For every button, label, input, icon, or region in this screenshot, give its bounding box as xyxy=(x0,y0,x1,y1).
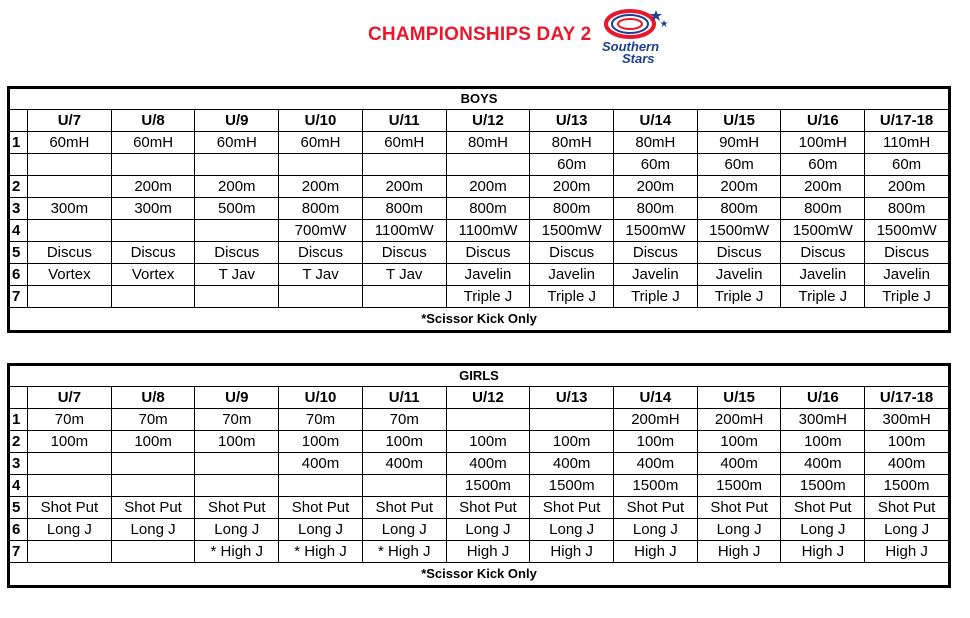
event-cell: 1100mW xyxy=(362,220,446,242)
event-cell: 70m xyxy=(195,409,279,431)
row-number: 5 xyxy=(10,242,28,264)
event-cell: 1500m xyxy=(530,475,614,497)
boys-section-title: BOYS xyxy=(10,89,949,110)
event-cell: 300m xyxy=(111,198,195,220)
event-cell xyxy=(28,154,112,176)
boys-header-row xyxy=(10,110,949,132)
event-cell: 200mH xyxy=(614,409,698,431)
event-cell: Shot Put xyxy=(446,497,530,519)
table-row xyxy=(10,242,949,264)
event-cell: 90mH xyxy=(697,132,781,154)
event-cell xyxy=(362,286,446,308)
boys-footnote: *Scissor Kick Only xyxy=(10,308,949,331)
event-cell: 100mH xyxy=(781,132,865,154)
row-number: 3 xyxy=(10,453,28,475)
event-cell: Long J xyxy=(530,519,614,541)
event-cell: 100m xyxy=(111,431,195,453)
event-cell xyxy=(111,475,195,497)
event-cell: Discus xyxy=(362,242,446,264)
event-cell xyxy=(195,475,279,497)
event-cell: * High J xyxy=(362,541,446,563)
event-cell: 400m xyxy=(279,453,363,475)
event-cell: Long J xyxy=(28,519,112,541)
event-cell: Javelin xyxy=(781,264,865,286)
event-cell: 500m xyxy=(195,198,279,220)
event-cell: 1500mW xyxy=(530,220,614,242)
table-row xyxy=(10,431,949,453)
row-number: 3 xyxy=(10,198,28,220)
event-cell: 200m xyxy=(614,176,698,198)
event-cell xyxy=(362,475,446,497)
row-number: 7 xyxy=(10,541,28,563)
event-cell: 800m xyxy=(446,198,530,220)
event-cell xyxy=(195,286,279,308)
event-cell: 800m xyxy=(362,198,446,220)
southern-stars-logo-icon xyxy=(598,6,678,68)
event-cell: Shot Put xyxy=(781,497,865,519)
event-cell: 300mH xyxy=(865,409,949,431)
event-cell xyxy=(195,154,279,176)
event-cell xyxy=(28,176,112,198)
event-cell: Shot Put xyxy=(362,497,446,519)
column-header: U/16 xyxy=(781,387,865,409)
row-number: 6 xyxy=(10,264,28,286)
event-cell: 1500mW xyxy=(697,220,781,242)
event-cell: 1500mW xyxy=(781,220,865,242)
event-cell: High J xyxy=(781,541,865,563)
event-cell: 800m xyxy=(530,198,614,220)
event-cell: 300m xyxy=(28,198,112,220)
event-cell xyxy=(530,409,614,431)
event-cell: 60mH xyxy=(195,132,279,154)
event-cell: 200m xyxy=(195,176,279,198)
event-cell: T Jav xyxy=(279,264,363,286)
event-cell xyxy=(111,453,195,475)
event-cell: Javelin xyxy=(530,264,614,286)
column-header: U/14 xyxy=(614,387,698,409)
event-cell: 400m xyxy=(697,453,781,475)
column-header: U/9 xyxy=(195,110,279,132)
event-cell: Shot Put xyxy=(614,497,698,519)
event-cell xyxy=(28,220,112,242)
event-cell: Long J xyxy=(362,519,446,541)
row-number: 2 xyxy=(10,431,28,453)
event-cell: 60m xyxy=(530,154,614,176)
event-cell: 800m xyxy=(865,198,949,220)
event-cell: 100m xyxy=(28,431,112,453)
column-header: U/7 xyxy=(28,110,112,132)
event-cell: T Jav xyxy=(195,264,279,286)
event-cell: 400m xyxy=(362,453,446,475)
column-header: U/9 xyxy=(195,387,279,409)
event-cell: Long J xyxy=(614,519,698,541)
event-cell: 400m xyxy=(614,453,698,475)
event-cell: 200mH xyxy=(697,409,781,431)
column-header: U/8 xyxy=(111,387,195,409)
event-cell xyxy=(279,475,363,497)
event-cell xyxy=(111,154,195,176)
event-cell: 60mH xyxy=(28,132,112,154)
row-number: 7 xyxy=(10,286,28,308)
event-cell xyxy=(111,220,195,242)
event-cell: 200m xyxy=(865,176,949,198)
event-cell: 400m xyxy=(446,453,530,475)
event-cell: 800m xyxy=(279,198,363,220)
event-cell: 100m xyxy=(697,431,781,453)
column-header: U/13 xyxy=(530,110,614,132)
event-cell: 1500m xyxy=(781,475,865,497)
event-cell: 60m xyxy=(614,154,698,176)
table-row xyxy=(10,541,949,563)
column-header: U/10 xyxy=(279,110,363,132)
event-cell: High J xyxy=(614,541,698,563)
event-cell: 60m xyxy=(865,154,949,176)
column-header: U/14 xyxy=(614,110,698,132)
event-cell: Triple J xyxy=(781,286,865,308)
event-cell: 200m xyxy=(279,176,363,198)
event-cell: Discus xyxy=(614,242,698,264)
girls-header-row xyxy=(10,387,949,409)
girls-table-frame xyxy=(7,363,951,588)
table-row xyxy=(10,453,949,475)
column-header: U/15 xyxy=(697,110,781,132)
event-cell: 400m xyxy=(530,453,614,475)
event-cell: 1500mW xyxy=(865,220,949,242)
table-row xyxy=(10,475,949,497)
event-cell: 60mH xyxy=(111,132,195,154)
event-cell xyxy=(195,220,279,242)
event-cell: Shot Put xyxy=(279,497,363,519)
event-cell: Javelin xyxy=(865,264,949,286)
column-header: U/13 xyxy=(530,387,614,409)
event-cell: Long J xyxy=(195,519,279,541)
event-cell: Triple J xyxy=(614,286,698,308)
table-row xyxy=(10,220,949,242)
event-cell: 100m xyxy=(195,431,279,453)
page-header xyxy=(0,0,970,80)
event-cell: 800m xyxy=(614,198,698,220)
row-number: 6 xyxy=(10,519,28,541)
row-number: 4 xyxy=(10,220,28,242)
event-cell: 200m xyxy=(446,176,530,198)
event-cell xyxy=(446,409,530,431)
event-cell: 60m xyxy=(697,154,781,176)
event-cell: 800m xyxy=(781,198,865,220)
row-number: 1 xyxy=(10,409,28,431)
event-cell: 200m xyxy=(781,176,865,198)
event-cell: 70m xyxy=(362,409,446,431)
event-cell: 200m xyxy=(697,176,781,198)
table-row xyxy=(10,132,949,154)
event-cell: Javelin xyxy=(614,264,698,286)
table-row xyxy=(10,519,949,541)
table-row xyxy=(10,154,949,176)
boys-footnote-row xyxy=(10,308,949,331)
event-cell: 80mH xyxy=(446,132,530,154)
event-cell: 700mW xyxy=(279,220,363,242)
event-cell xyxy=(28,475,112,497)
event-cell: Triple J xyxy=(530,286,614,308)
girls-footnote-row xyxy=(10,563,949,586)
event-cell xyxy=(446,154,530,176)
event-cell: Discus xyxy=(446,242,530,264)
event-cell: 60m xyxy=(781,154,865,176)
girls-table xyxy=(9,365,949,586)
event-cell: 100m xyxy=(362,431,446,453)
event-cell xyxy=(362,154,446,176)
event-cell xyxy=(28,286,112,308)
event-cell: Discus xyxy=(781,242,865,264)
corner-cell xyxy=(10,110,28,132)
event-cell xyxy=(195,453,279,475)
boys-table-frame xyxy=(7,86,951,333)
column-header: U/10 xyxy=(279,387,363,409)
event-cell: Discus xyxy=(279,242,363,264)
column-header: U/16 xyxy=(781,110,865,132)
event-cell: 80mH xyxy=(530,132,614,154)
boys-table xyxy=(9,88,949,331)
event-cell xyxy=(28,453,112,475)
event-cell xyxy=(111,541,195,563)
event-cell: * High J xyxy=(195,541,279,563)
event-cell: 70m xyxy=(28,409,112,431)
event-cell: Long J xyxy=(279,519,363,541)
table-row xyxy=(10,176,949,198)
event-cell: Shot Put xyxy=(697,497,781,519)
event-cell: 100m xyxy=(865,431,949,453)
event-cell: Shot Put xyxy=(865,497,949,519)
event-cell: T Jav xyxy=(362,264,446,286)
logo-text-southern: Southern xyxy=(602,39,660,54)
event-cell: Vortex xyxy=(28,264,112,286)
event-cell: Long J xyxy=(446,519,530,541)
event-cell: 200m xyxy=(530,176,614,198)
event-cell: * High J xyxy=(279,541,363,563)
column-header: U/17-18 xyxy=(865,110,949,132)
event-cell xyxy=(279,286,363,308)
column-header: U/11 xyxy=(362,387,446,409)
event-cell: 60mH xyxy=(279,132,363,154)
event-cell: Long J xyxy=(865,519,949,541)
event-cell: Discus xyxy=(530,242,614,264)
event-cell: Long J xyxy=(781,519,865,541)
column-header: U/15 xyxy=(697,387,781,409)
event-cell: 100m xyxy=(781,431,865,453)
event-cell: 300mH xyxy=(781,409,865,431)
row-number xyxy=(10,154,28,176)
column-header: U/11 xyxy=(362,110,446,132)
column-header: U/7 xyxy=(28,387,112,409)
row-number: 4 xyxy=(10,475,28,497)
corner-cell xyxy=(10,387,28,409)
table-row xyxy=(10,497,949,519)
event-cell: 70m xyxy=(111,409,195,431)
event-cell xyxy=(279,154,363,176)
event-cell: 400m xyxy=(865,453,949,475)
event-cell: 1500m xyxy=(865,475,949,497)
event-cell: 100m xyxy=(279,431,363,453)
event-cell: Shot Put xyxy=(195,497,279,519)
event-cell: Discus xyxy=(697,242,781,264)
event-cell: 200m xyxy=(111,176,195,198)
event-cell: 100m xyxy=(530,431,614,453)
table-row xyxy=(10,198,949,220)
event-cell: 1500m xyxy=(446,475,530,497)
event-cell: 1500m xyxy=(697,475,781,497)
row-number: 2 xyxy=(10,176,28,198)
event-cell xyxy=(111,286,195,308)
event-cell: 100m xyxy=(446,431,530,453)
girls-footnote: *Scissor Kick Only xyxy=(10,563,949,586)
event-cell: Shot Put xyxy=(111,497,195,519)
event-cell: High J xyxy=(865,541,949,563)
event-cell: High J xyxy=(446,541,530,563)
event-cell: High J xyxy=(697,541,781,563)
event-cell: 1500mW xyxy=(614,220,698,242)
event-cell: Shot Put xyxy=(28,497,112,519)
event-cell: Triple J xyxy=(446,286,530,308)
event-cell: 100m xyxy=(614,431,698,453)
row-number: 5 xyxy=(10,497,28,519)
event-cell: Shot Put xyxy=(530,497,614,519)
table-row xyxy=(10,409,949,431)
event-cell: 110mH xyxy=(865,132,949,154)
column-header: U/12 xyxy=(446,387,530,409)
event-cell: 800m xyxy=(697,198,781,220)
column-header: U/12 xyxy=(446,110,530,132)
event-cell: Discus xyxy=(28,242,112,264)
page-title: CHAMPIONSHIPS DAY 2 xyxy=(368,24,592,45)
row-number: 1 xyxy=(10,132,28,154)
event-cell: 1100mW xyxy=(446,220,530,242)
event-cell: Long J xyxy=(697,519,781,541)
event-cell: 80mH xyxy=(614,132,698,154)
event-cell: Javelin xyxy=(697,264,781,286)
event-cell: 200m xyxy=(362,176,446,198)
column-header: U/8 xyxy=(111,110,195,132)
event-cell: Triple J xyxy=(697,286,781,308)
event-cell xyxy=(28,541,112,563)
event-cell: Vortex xyxy=(111,264,195,286)
event-cell: Triple J xyxy=(865,286,949,308)
event-cell: Javelin xyxy=(446,264,530,286)
event-cell: Discus xyxy=(111,242,195,264)
logo-text-stars: Stars xyxy=(622,51,655,66)
column-header: U/17-18 xyxy=(865,387,949,409)
event-cell: High J xyxy=(530,541,614,563)
boys-section-row xyxy=(10,89,949,110)
event-cell: 400m xyxy=(781,453,865,475)
event-cell: 70m xyxy=(279,409,363,431)
table-row xyxy=(10,286,949,308)
girls-section-row xyxy=(10,366,949,387)
event-cell: Discus xyxy=(865,242,949,264)
event-cell: 60mH xyxy=(362,132,446,154)
girls-section-title: GIRLS xyxy=(10,366,949,387)
event-cell: Discus xyxy=(195,242,279,264)
event-cell: 1500m xyxy=(614,475,698,497)
event-cell: Long J xyxy=(111,519,195,541)
table-row xyxy=(10,264,949,286)
